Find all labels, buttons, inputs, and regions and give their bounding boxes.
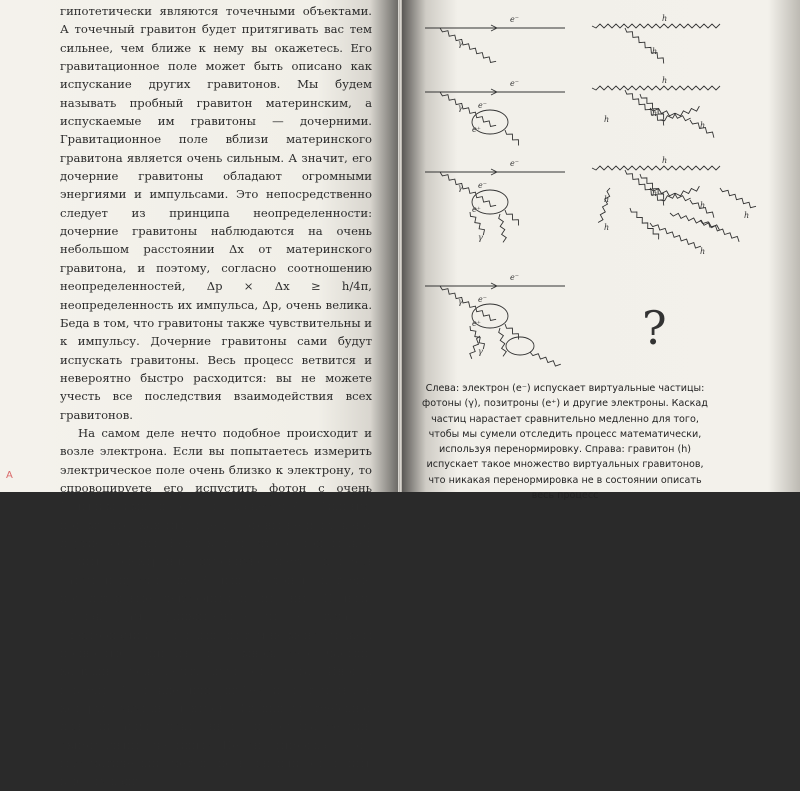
positron-label: e⁺ [472, 319, 481, 328]
question-mark: ? [642, 301, 667, 355]
graviton-line [625, 28, 664, 64]
photon-label: γ [458, 183, 463, 192]
graviton-line [625, 90, 664, 126]
photon-line [470, 212, 485, 235]
graviton-line [592, 86, 720, 90]
positron-label: e⁺ [472, 205, 481, 214]
graviton-label: h [652, 47, 658, 56]
figure-caption: Слева: электрон (e⁻) испускает виртуальные частицы: фотоны (γ), позитроны (e⁺) и другие электроны. Каскад частиц нарастает сравнительно медленно для того, чтобы мы сумели отследить процесс математически, используя перенормировку. Справа: гравитон (h) испускает такое множество виртуальных гравитонов, что никакая перенормировка не в состоянии описать весь процесс [422, 383, 708, 502]
graviton-line [650, 223, 701, 248]
graviton-label: h [604, 223, 610, 232]
electron-label: e⁻ [478, 181, 487, 190]
electron-label: e⁻ [478, 101, 487, 110]
graviton-line [630, 208, 659, 239]
graviton-label: h [652, 189, 658, 198]
graviton-line [625, 170, 664, 206]
electron-label: e⁻ [510, 159, 519, 168]
graviton-label: h [604, 195, 610, 204]
photon-label: γ [458, 297, 463, 306]
electron-label: e⁻ [478, 295, 487, 304]
electron-label: e⁻ [510, 273, 519, 282]
photon-label: γ [478, 233, 483, 242]
graviton-line [670, 213, 719, 230]
graviton-label: h [604, 115, 610, 124]
graviton-line [660, 106, 699, 121]
graviton-label: h [662, 76, 668, 85]
photon-label: γ [458, 103, 463, 112]
graviton-label: h [662, 14, 668, 23]
photon-line [505, 130, 519, 146]
photon-line [530, 352, 561, 366]
photon-line [440, 92, 496, 127]
paragraph-1: гипотетически являются точечными объектами. А точечный гравитон будет притягивать вас тем сильнее, чем ближе к нему вы окажетесь. Его гравитационное поле может быть описано как испускание других гравитонов. Мы будем называть пробный гравитон материнским, а испускаемые им гравитоны — дочерними. Гравитационное поле вблизи материнского гравитона является очень сильным. А значит, его дочерние гравитоны обладают огромными энергиями и импульсами. Это непосредственно следует из принципа неопределенности: дочерние гравитоны наблюдаются на очень небольшом расстоянии Δx от материнского гравитона, и поэтому, согласно соотношению неопределенностей, Δp × Δx ≥ h/4π, неопределенность их импульса, Δp, очень велика. Беда в том, что гравитоны также чувствительны и к импульсу. Дочерние гравитоны сами будут испускать гравитоны. Весь процесс ветвится и невероятно быстро расходится: вы не можете учесть все последствия взаимодействия всех гравитонов. [60, 4, 372, 422]
graviton-line [660, 186, 699, 201]
electron-positron-loop [506, 337, 534, 355]
photon-label: γ [478, 347, 483, 356]
photon-line [499, 214, 507, 242]
graviton-label: h [700, 201, 706, 210]
graviton-label: h [662, 156, 668, 165]
graviton-line [598, 188, 610, 223]
photon-line [505, 210, 519, 226]
graviton-label: h [744, 211, 750, 220]
graviton-label: h [652, 109, 658, 118]
graviton-line [592, 24, 720, 28]
graviton-line [720, 188, 756, 208]
photon-line [440, 172, 496, 207]
paragraph-2: На самом деле нечто подобное происходит и возле электрона. Если вы попытаетесь измерить электрическое поле очень близко к электрону, то спровоцируете его испустить фотон с очень большим импульсом. Это кажется безобидным, потому что, как мы знаем, фотоны не испускают другие фотоны. Беда в том, что фотон может родить электрон-позитронную пару, которая затем испустит еще больше фотонов, которые породят новые электроны и позитроны… Полный бардак! Самое удивительное, что в случае с электронами и фотонами мы тем не менее можем полностью описать всё множество частиц, каскадно рождаемых друг от друга. Иногда говорят об одежде, или «шубе», из потомства, в которую укутан электрон. Физики употребляют для описания электронного потомства термин «виртуальные частицы». Перенормировка — это математический метод, позволяющий отследить всю эту кашу. [60, 425, 372, 789]
positron-label: e⁺ [472, 125, 481, 134]
photon-line [470, 326, 485, 349]
photon-line [440, 286, 496, 321]
graviton-label: h [700, 121, 706, 130]
margin-mark: A [6, 470, 13, 481]
photon-line [440, 28, 496, 63]
photon-line [499, 328, 507, 356]
electron-label: e⁻ [510, 79, 519, 88]
graviton-label: h [700, 247, 706, 256]
photon-label: γ [458, 39, 463, 48]
graviton-line [700, 220, 739, 242]
electron-label: e⁻ [510, 15, 519, 24]
graviton-line [592, 166, 720, 170]
